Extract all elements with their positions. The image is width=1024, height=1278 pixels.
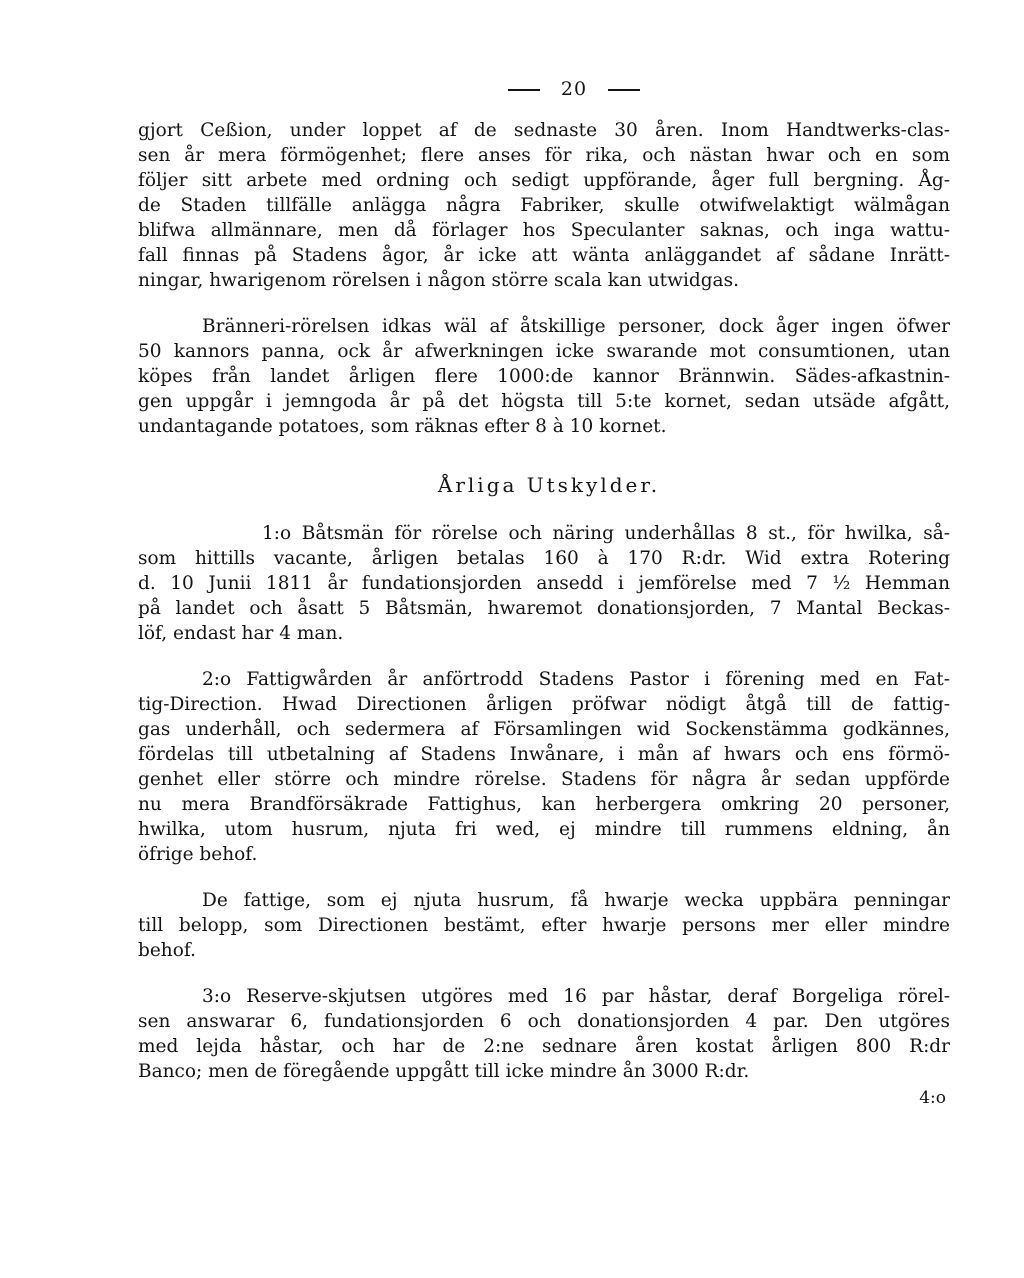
text-line: genhet eller större och mindre rörelse. Stadens för några år sedan uppförde	[138, 769, 950, 790]
text-line: De fattige, som ej njuta husrum, få hwarje wecka uppbära penningar	[202, 890, 950, 911]
dash-left	[508, 89, 540, 91]
text-line: nu mera Brandförsäkrade Fattighus, kan herbergera omkring 20 personer,	[138, 794, 950, 815]
text-line: gas underhåll, och sedermera af Församlingen wid Sockenstämma godkännes,	[138, 719, 950, 740]
text-line: d. 10 Junii 1811 år fundationsjorden ansedd i jemförelse med 7 ½ Hemman	[138, 573, 950, 594]
text-line: löf, endast har 4 man.	[138, 623, 344, 644]
text-line: 2:o Fattigwården år anförtrodd Stadens Pastor i förening med en Fat-	[202, 669, 950, 690]
section-heading: Årliga Utskylder.	[437, 473, 661, 497]
text-line: Bränneri-rörelsen idkas wäl af åtskillige personer, dock åger ingen öfwer	[202, 316, 950, 337]
text-line: de Staden tillfälle anlägga några Fabriker, skulle otwifwelaktigt wälmågan	[138, 195, 950, 216]
text-line: fall finnas på Stadens ågor, år icke att wänta anläggandet af sådane Inrätt-	[138, 245, 950, 266]
text-line: köpes från landet årligen flere 1000:de kannor Brännwin. Sädes-afkastnin-	[138, 366, 950, 387]
text-line: tig-Direction. Hwad Directionen årligen pröfwar nödigt åtgå till de fattig-	[138, 694, 950, 715]
catchword: 4:o	[919, 1088, 946, 1108]
text-line: gen uppgår i jemngoda år på det högsta till 5:te kornet, sedan utsäde afgått,	[138, 391, 950, 412]
item-poor-relief	[138, 667, 950, 867]
text-line: som hittills vacante, årligen betalas 160 à 170 R:dr. Wid extra Rotering	[138, 548, 950, 569]
text-line: sen år mera förmögenhet; flere anses för rika, och nästan hwar och en som	[138, 145, 950, 166]
page-number-row	[138, 78, 950, 100]
paragraph-trade	[138, 118, 950, 293]
text-line: hwilka, utom husrum, njuta fri wed, ej mindre till rummens eldning, ån	[138, 819, 950, 840]
text-line: Banco; men de föregående uppgått till icke mindre ån 3000 R:dr.	[138, 1061, 750, 1082]
text-line: på landet och åsatt 5 Båtsmän, hwaremot donationsjorden, 7 Mantal Beckas-	[138, 598, 950, 619]
text-line: gjort Ceßion, under loppet af de sednaste 30 åren. Inom Handtwerks-clas-	[138, 120, 950, 141]
text-line: 50 kannors panna, ock år afwerkningen icke swarande mot consumtionen, utan	[138, 341, 950, 362]
text-line: ningar, hwarigenom rörelsen i någon större scala kan utwidgas.	[138, 270, 739, 291]
page-number: 20	[560, 78, 588, 100]
document-page	[138, 78, 950, 1105]
text-line: behof.	[138, 940, 196, 961]
text-line: 1:o Båtsmän för rörelse och näring underhållas 8 st., för hwilka, så-	[262, 523, 950, 544]
text-line: undantagande potatoes, som räknas efter 8 à 10 kornet.	[138, 416, 667, 437]
item-boatsmen	[138, 521, 950, 646]
text-line: följer sitt arbete med ordning och sedigt uppförande, åger full bergning. Åg-	[138, 170, 950, 191]
text-line: sen answarar 6, fundationsjorden 6 och donationsjorden 4 par. Den utgöres	[138, 1011, 950, 1032]
dash-right	[608, 89, 640, 91]
text-line: öfrige behof.	[138, 844, 258, 865]
item-reserve-transport	[138, 984, 950, 1084]
paragraph-poor	[138, 888, 950, 963]
text-line: 3:o Reserve-skjutsen utgöres med 16 par håstar, deraf Borgeliga rörel-	[202, 986, 950, 1007]
text-line: fördelas till utbetalning af Stadens Inwånare, i mån af hwars och ens förmö-	[138, 744, 950, 765]
text-line: blifwa allmännare, men då förlager hos Speculanter saknas, och inga wattu-	[138, 220, 950, 241]
text-line: med lejda håstar, och har de 2:ne sednare åren kostat årligen 800 R:dr	[138, 1036, 950, 1057]
text-line: till belopp, som Directionen bestämt, efter hwarje persons mer eller mindre	[138, 915, 950, 936]
paragraph-distillery	[138, 314, 950, 439]
